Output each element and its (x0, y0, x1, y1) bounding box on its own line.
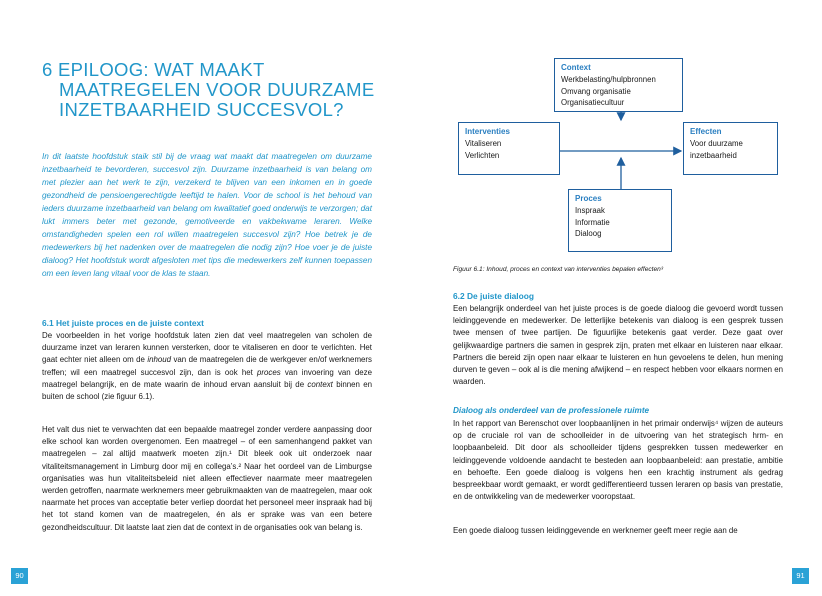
emphasis-proces: proces (256, 367, 281, 377)
box-context-item: Werkbelasting/hulpbronnen (561, 75, 656, 84)
box-context (554, 58, 683, 112)
page-number-left: 90 (11, 568, 28, 584)
page-number-right: 91 (792, 568, 809, 584)
text-run: binnen en buiten de school (zie figuur 6.1). (42, 379, 373, 402)
box-effecten-title: Effecten (690, 127, 722, 136)
section-heading-6-2: 6.2 De juiste dialoog (453, 291, 534, 301)
box-proces-title: Proces (575, 194, 602, 203)
paragraph-6-2-b: In het rapport van Berenschot over loopbaanlijnen in het primair onderwijs⁴ wijzen de auteurs op de cruciale rol van de schoolleider in de uitvoering van het strategisch hrm- en loopbaanbeleid. Dit door als schoolleider tijdens gesprekken tussen medewerker en leidinggevende voldoende aandacht te besteden aan loopbaanbeleid: aan prestatie, ambitie en behoefte. Een goede dialoog is volgens hen een krachtig instrument als gedrag bespreekbaar wordt gemaakt, er wordt gedifferentieerd tussen leraren op basis van prestatie, en de ontwikkeling van de medewerker vooropstaat. (453, 419, 783, 502)
box-proces (568, 189, 672, 252)
box-context-title: Context (561, 63, 591, 72)
box-proces-item: Dialoog (575, 229, 602, 238)
box-effecten-item: Voor duurzame (690, 139, 743, 148)
text-run: van invoering van deze maatregel belangrijk, en de mate waarin de inhoud ervan aansluit bij de (42, 367, 372, 389)
box-interventies (458, 122, 560, 175)
subheading-dialoog: Dialoog als onderdeel van de professionele ruimte (453, 406, 650, 415)
emphasis-context: context (307, 379, 333, 389)
chapter-intro: In dit laatste hoofdstuk staik stil bij de vraag wat maakt dat maatregelen om duurzame inzetbaarheid te bevorderen, succesvol zijn. Duurzame inzetbaarheid is van belang om met plezier aan het werk te zijn, verzekerd te blijven van een inkomen en in goede gezondheid de pensioengerechtigde leeftijd te halen. Voor de school is het behoud van ieders duurzame inzetbaarheid van belang om kwalitatief goed onderwijs te verzorgen; dat lukt immers beter met gezonde, gemotiveerde en vakbekwame leraren. Welke omstandigheden spelen een rol willen maatregelen succesvol zijn? Hoe betrek je de medewerkers bij het nadenken over de maatregelen die nodig zijn? Hoe voer je de juiste dialoog? Het hoofdstuk wordt afgesloten met tips die medewerkers zelf kunnen toepassen om een leven lang vitaal voor de klas te staan. (42, 152, 372, 278)
paragraph-6-1-b: Het valt dus niet te verwachten dat een bepaalde maatregel zonder verdere aanpassing door elke school kan worden overgenomen. Een maatregel – of een samenhangend pakket van maatregelen – zal altijd maatwerk moeten zijn.¹ Dit bleek ook uit onderzoek naar vitaliteitsmanagement in Limburg door mij en collega’s.² Naar het oordeel van de Limburgse organisaties was hun vitaliteitsbeleid niet alleen effectiever naarmate meer maatregelen werden getroffen, naarmate werknemers meer gebruikmaakten van de maatregelen, maar ook naarmate het proces van acceptatie beter verliep doordat het personeel meer inspraak had bij het tot stand komen van de maatregelen, én als er sprake was van een betere gezondheidscultuur. Dit laatste laat zien dat de context in de organisaties ook van belang is. (42, 425, 372, 532)
box-interventies-title: Interventies (465, 127, 510, 136)
chapter-title-line-1: 6 EPILOOG: WAT MAAKT (42, 59, 265, 80)
chapter-title (42, 60, 382, 120)
emphasis-inhoud: inhoud (147, 355, 172, 365)
paragraph-6-2-c: Een goede dialoog tussen leidinggevende en werknemer geeft meer regie aan de (453, 526, 738, 535)
text-run: De voorbeelden in het vorige hoofdstuk laten zien dat veel maatregelen van scholen de duurzame inzet van leraren kunnen versterken, door te vitaliseren en door te verlichten. Het gaat echter niet alleen om de (42, 331, 372, 365)
chapter-title-line-3: INZETBAARHEID SUCCESVOL? (59, 99, 344, 120)
box-effecten (683, 122, 778, 175)
box-effecten-item: inzetbaarheid (690, 150, 737, 160)
box-interventies-item: Vitaliseren (465, 139, 502, 148)
box-proces-item: Inspraak (575, 206, 605, 215)
section-heading-6-1: 6.1 Het juiste proces en de juiste context (42, 318, 204, 328)
box-context-item: Organisatiecultuur (561, 98, 625, 107)
paragraph-6-2-a: Een belangrijk onderdeel van het juiste proces is de goede dialoog die gevoerd wordt tussen leidinggevende en medewerker. De letterlijke betekenis van dialoog is een gesprek tussen twee mensen of twee partijen. De figuurlijke betekenis gaat verder. Deze gaat over gelijkwaardige partners die samen in gesprek zijn, praten met elkaar en luisteren naar elkaar. Partners die bereid zijn open naar elkaar te luisteren en hun gevoelens te delen, hun mening durven te geven – ook al is die mening afwijkend – en respect hebben voor elkaars normen en waarden. (453, 304, 783, 387)
box-interventies-item: Verlichten (465, 150, 500, 160)
figure-caption: Figuur 6.1: Inhoud, proces en context van interventies bepalen effecten³ (453, 266, 664, 273)
text-run: van de maatregelen die de werkgever en/of werknemers treffen; wil een maatregel succesvol zijn, dan is ook het (42, 355, 372, 377)
box-context-item: Omvang organisatie (561, 86, 631, 96)
chapter-title-line-2: MAATREGELEN VOOR DUURZAME (59, 79, 375, 100)
paragraph-6-1-a (42, 330, 372, 403)
box-proces-item: Informatie (575, 217, 610, 227)
right-page (411, 0, 822, 596)
